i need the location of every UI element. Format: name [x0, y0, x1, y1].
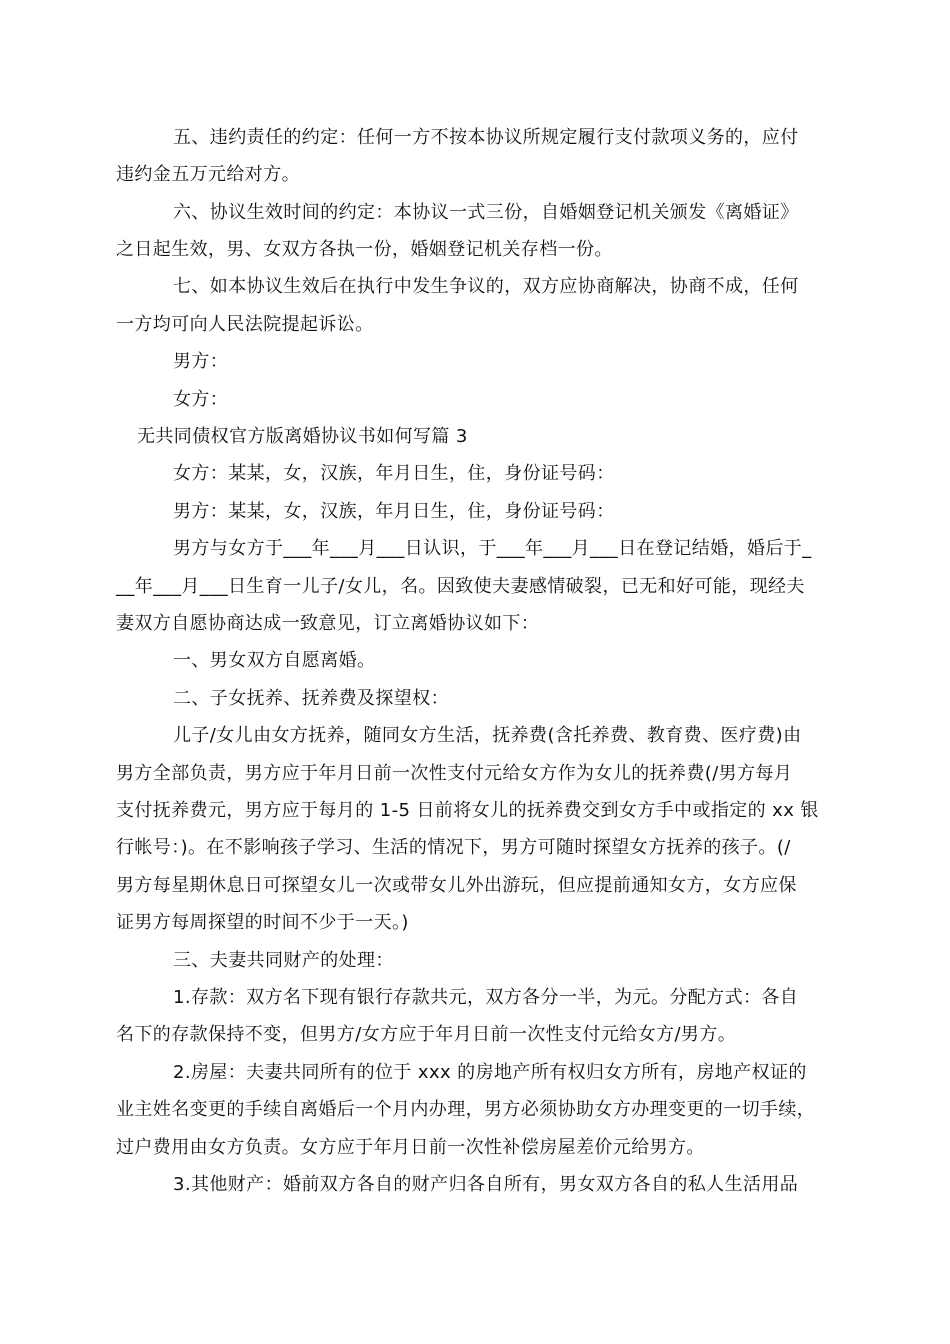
intro-line-2: __年___月___日生育一儿子/女儿，名。因致使夫妻感情破裂，已无和好可能，现经夫 [116, 576, 805, 597]
section-title: 无共同债权官方版离婚协议书如何写篇 3 [137, 426, 468, 447]
article-1: 一、男女双方自愿离婚。 [173, 650, 376, 671]
custody-line-2: 男方全部负责，男方应于年月日前一次性支付元给女方作为女儿的抚养费(/男方每月 [116, 763, 793, 784]
clause-7-line-1: 七、如本协议生效后在执行中发生争议的，双方应协商解决，协商不成，任何 [173, 276, 799, 297]
custody-line-6: 证男方每周探望的时间不少于一天。) [116, 912, 409, 933]
signature-male: 男方： [173, 351, 229, 372]
clause-6-line-2: 之日起生效，男、女双方各执一份，婚姻登记机关存档一份。 [116, 239, 613, 260]
house-line-2: 业主姓名变更的手续自离婚后一个月内办理，男方必须协助女方办理变更的一切手续， [116, 1099, 816, 1120]
intro-line-3: 妻双方自愿协商达成一致意见，订立离婚协议如下： [116, 613, 540, 634]
house-line-3: 过户费用由女方负责。女方应于年月日前一次性补偿房屋差价元给男方。 [116, 1137, 705, 1158]
deposit-line-1: 1.存款：双方名下现有银行存款共元，双方各分一半，为元。分配方式：各自 [173, 987, 799, 1008]
clause-5-line-1: 五、违约责任的约定：任何一方不按本协议所规定履行支付款项义务的，应付 [173, 127, 799, 148]
clause-7-line-2: 一方均可向人民法院提起诉讼。 [116, 314, 374, 335]
other-property-line-1: 3.其他财产：婚前双方各自的财产归各自所有，男女双方各自的私人生活用品 [173, 1174, 799, 1195]
custody-line-5: 男方每星期休息日可探望女儿一次或带女儿外出游玩，但应提前通知女方，女方应保 [116, 875, 797, 896]
clause-6-line-1: 六、协议生效时间的约定：本协议一式三份，自婚姻登记机关颁发《离婚证》 [173, 202, 799, 223]
party-male: 男方：某某，女，汉族，年月日生，住，身份证号码： [173, 501, 615, 522]
house-line-1: 2.房屋：夫妻共同所有的位于 xxx 的房地产所有权归女方所有，房地产权证的 [173, 1062, 807, 1083]
custody-line-3: 支付抚养费元，男方应于每月的 1-5 日前将女儿的抚养费交到女方手中或指定的 xx 银 [116, 800, 819, 821]
custody-line-1: 儿子/女儿由女方抚养，随同女方生活，抚养费(含托养费、教育费、医疗费)由 [173, 725, 802, 746]
party-female: 女方：某某，女，汉族，年月日生，住，身份证号码： [173, 463, 615, 484]
article-2-heading: 二、子女抚养、抚养费及探望权： [173, 688, 449, 709]
signature-female: 女方： [173, 389, 229, 410]
clause-5-line-2: 违约金五万元给对方。 [116, 164, 300, 185]
article-3-heading: 三、夫妻共同财产的处理： [173, 950, 394, 971]
custody-line-4: 行帐号：)。在不影响孩子学习、生活的情况下，男方可随时探望女方抚养的孩子。(/ [116, 837, 791, 858]
deposit-line-2: 名下的存款保持不变，但男方/女方应于年月日前一次性支付元给女方/男方。 [116, 1024, 737, 1045]
intro-line-1: 男方与女方于___年___月___日认识，于___年___月___日在登记结婚，婚后于_ [173, 538, 812, 559]
